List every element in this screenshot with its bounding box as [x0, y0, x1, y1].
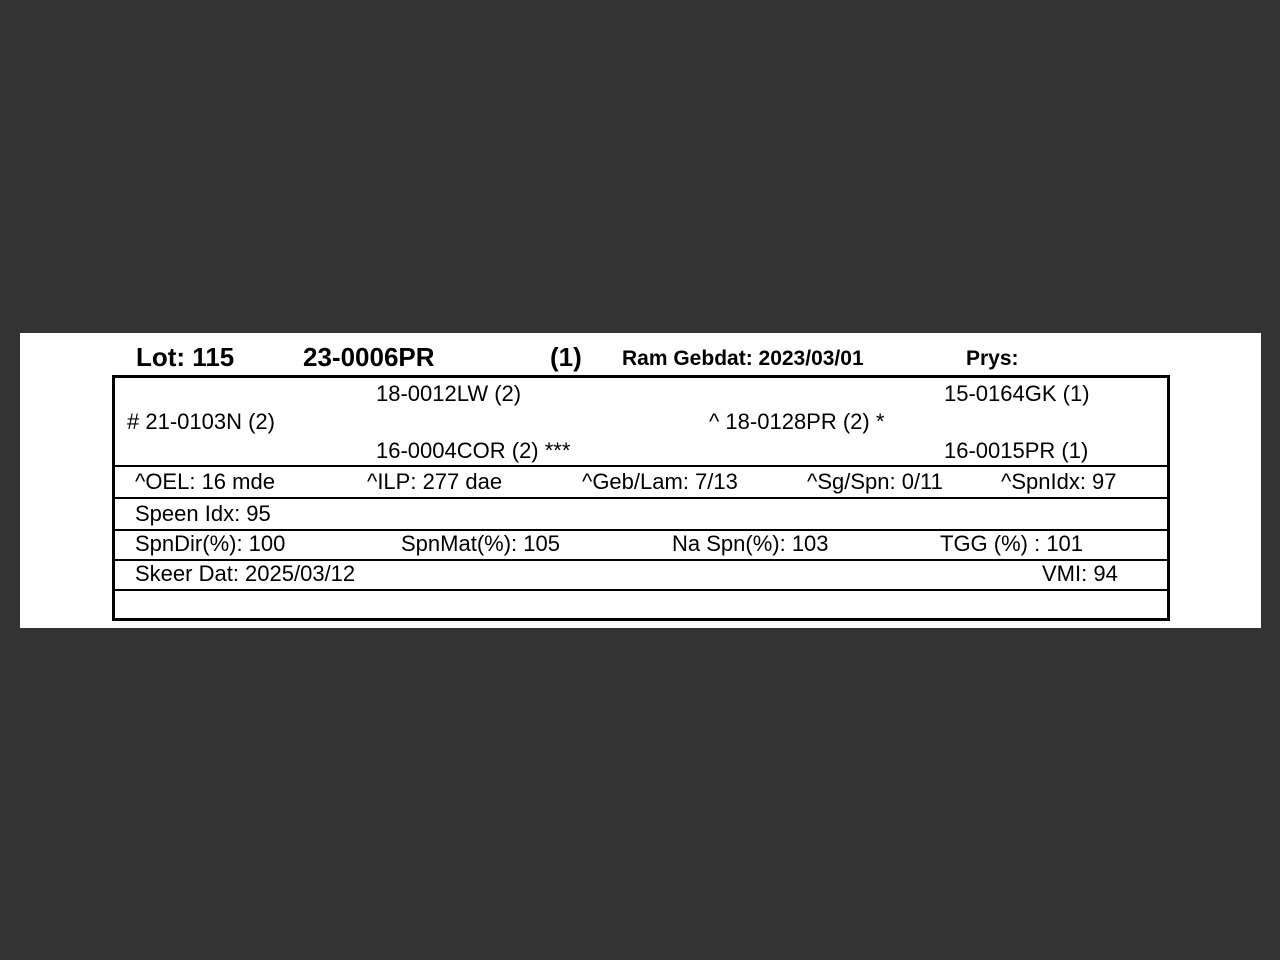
percentages-row [115, 529, 1167, 561]
geb-lam-value: ^Geb/Lam: 7/13 [582, 469, 738, 494]
sire-sire: 18-0012LW (2) [376, 381, 522, 406]
ilp-value: ^ILP: 277 dae [367, 469, 503, 494]
pedigree-section [115, 378, 1167, 467]
speen-idx-value: Speen Idx: 95 [135, 501, 271, 526]
lot-number: Lot: 115 [136, 342, 235, 372]
sire: # 21-0103N (2) [127, 409, 275, 434]
birth-date: Ram Gebdat: 2023/03/01 [622, 347, 864, 370]
naspn-value: Na Spn(%): 103 [672, 531, 829, 556]
price-label: Prys: [966, 347, 1019, 370]
spndir-value: SpnDir(%): 100 [135, 531, 286, 556]
skeer-row [115, 559, 1167, 591]
spnmat-value: SpnMat(%): 105 [401, 531, 560, 556]
dam: ^ 18-0128PR (2) * [709, 409, 885, 434]
animal-id: 23-0006PR [303, 342, 435, 372]
dam-dam: 16-0015PR (1) [944, 438, 1089, 463]
dam-sire: 15-0164GK (1) [944, 381, 1090, 406]
skeer-date: Skeer Dat: 2025/03/12 [135, 561, 356, 586]
sg-spn-value: ^Sg/Spn: 0/11 [807, 469, 943, 494]
details-table [112, 375, 1170, 621]
empty-row [115, 590, 1167, 620]
speen-row [115, 499, 1167, 531]
animal-count: (1) [550, 342, 582, 372]
spnidx-value: ^SpnIdx: 97 [1001, 469, 1117, 494]
stats-row [115, 467, 1167, 499]
vmi-value: VMI: 94 [1042, 561, 1118, 586]
tgg-value: TGG (%) : 101 [940, 531, 1084, 556]
sire-dam: 16-0004COR (2) *** [376, 438, 571, 463]
lot-card [20, 333, 1261, 628]
oel-value: ^OEL: 16 mde [135, 469, 275, 494]
